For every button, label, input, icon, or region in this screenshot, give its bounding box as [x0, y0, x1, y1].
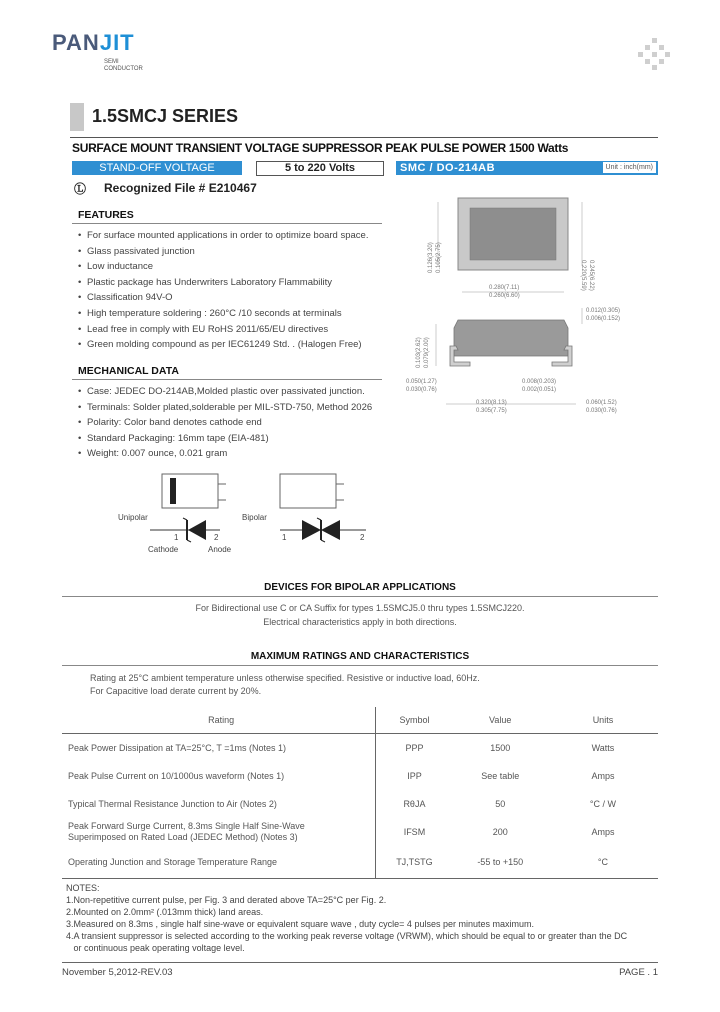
package-unit: Unit : inch(mm)	[603, 162, 656, 173]
cell-units: °C	[548, 846, 658, 879]
col-units: Units	[548, 707, 658, 734]
cell-symbol: IFSM	[376, 818, 453, 846]
dim-label: 0.220(5.59)	[580, 260, 586, 291]
cell-rating: Typical Thermal Resistance Junction to Air (Notes 2)	[68, 799, 277, 809]
header-divider	[70, 137, 658, 138]
ratings-divider	[62, 665, 658, 666]
table-row	[62, 790, 658, 818]
logo-subtitle	[104, 59, 143, 73]
footer-page-number: PAGE . 1	[619, 967, 658, 978]
company-logo	[52, 30, 135, 56]
feature-item: • Low inductance	[78, 259, 388, 275]
table-header-row	[62, 707, 658, 734]
dim-label: 0.030(0.76)	[586, 408, 617, 414]
dim-label: 0.320(8.13)	[476, 400, 507, 406]
unipolar-label: Unipolar	[118, 513, 148, 522]
feature-item: • For surface mounted applications in order to optimize board space.	[78, 228, 388, 244]
col-rating: Rating	[62, 707, 376, 734]
ratings-note2: For Capacitive load derate current by 20%.	[90, 686, 262, 696]
cell-rating-line2: Superimposed on Rated Load (JEDEC Method) (Notes 3)	[68, 832, 298, 842]
dim-label: 0.050(1.27)	[406, 379, 437, 385]
note-item: or continuous peak operating voltage level.	[66, 943, 245, 953]
bipolar-line1: For Bidirectional use C or CA Suffix for types 1.5SMCJ5.0 thru types 1.5SMCJ220.	[195, 603, 525, 613]
cell-units: °C / W	[589, 799, 616, 809]
table-row	[62, 818, 658, 846]
mechanical-item: • Terminals: Solder plated,solderable per MIL-STD-750, Method 2026	[78, 400, 398, 416]
feature-item-continued: • Classification 94V-O	[78, 290, 388, 306]
bipolar-heading: DEVICES FOR BIPOLAR APPLICATIONS	[264, 582, 456, 593]
ul-recognized-file: Recognized File # E210467	[104, 181, 257, 195]
dim-label: 0.012(0.305)	[586, 308, 621, 314]
cell-value: -55 to +150	[453, 846, 548, 879]
cell-value: 200	[492, 827, 508, 837]
dim-label: 0.245(6.22)	[588, 260, 594, 291]
feature-item: • Lead free in comply with EU RoHS 2011/65/EU directives	[78, 322, 388, 338]
logo-sub-line2: CONDUCTOR	[104, 66, 143, 72]
package-label: SMC / DO-214AB	[400, 162, 496, 174]
notes-section	[66, 882, 656, 954]
cell-value: 1500	[490, 743, 511, 753]
feature-item: • Green molding compound as per IEC61249 Std. . (Halogen Free)	[78, 337, 388, 353]
footer-revision: November 5,2012-REV.03	[62, 967, 173, 978]
dim-label: 0.103(2.62)	[416, 337, 422, 368]
bipolar-pin1: 1	[282, 533, 287, 542]
note-item: 4.A transient suppressor is selected according to the working peak reverse voltage (VRWM), which should be equal to or greater than the DC	[66, 931, 628, 941]
bipolar-divider	[62, 596, 658, 597]
col-value: Value	[453, 707, 548, 734]
dim-label: 0.079(2.00)	[424, 337, 430, 368]
cell-rating: Operating Junction and Storage Temperature Range	[62, 846, 376, 879]
features-heading: FEATURES	[78, 209, 134, 221]
cell-symbol: RθJA	[376, 790, 453, 818]
cathode-label: Cathode	[148, 545, 179, 554]
dim-label: 0.008(0.203)	[522, 379, 557, 385]
mechanical-item: • Weight: 0.007 ounce, 0.021 gram	[78, 446, 398, 462]
ratings-table	[62, 707, 658, 879]
mechanical-heading: MECHANICAL DATA	[78, 365, 179, 377]
package-header	[396, 161, 658, 175]
cell-symbol: IPP	[376, 762, 453, 790]
cell-rating-line1: Peak Forward Surge Current, 8.3ms Single Half Sine-Wave	[68, 821, 305, 831]
cell-value: 50	[495, 799, 506, 809]
cell-units: Watts	[591, 743, 615, 753]
feature-item: • High temperature soldering : 260°C /10 seconds at terminals	[78, 306, 388, 322]
cell-rating	[62, 818, 376, 846]
unipolar-pin1: 1	[174, 533, 179, 542]
standoff-voltage-label: STAND-OFF VOLTAGE	[72, 161, 242, 175]
notes-heading: NOTES:	[66, 883, 100, 893]
mechanical-list	[78, 384, 398, 462]
footer-divider	[62, 962, 658, 963]
dim-label: 0.105(2.75)	[436, 242, 442, 273]
bipolar-pin2: 2	[360, 533, 365, 542]
logo-text-main: PAN	[52, 30, 100, 55]
mechanical-item: • Standard Packaging: 16mm tape (EIA-481)	[78, 431, 398, 447]
decorative-dots-icon	[638, 38, 670, 70]
cell-symbol: PPP	[376, 734, 453, 763]
dim-label: 0.280(7.11)	[489, 285, 520, 291]
dim-label: 0.126(3.20)	[428, 242, 434, 273]
mechanical-item: • Case: JEDEC DO-214AB,Molded plastic over passivated junction.	[78, 384, 398, 400]
unipolar-diode-icon	[150, 518, 220, 542]
features-list	[78, 228, 388, 353]
dim-label: 0.305(7.75)	[476, 408, 507, 414]
cell-rating: Peak Pulse Current on 10/1000us waveform (Notes 1)	[68, 771, 285, 781]
table-row	[62, 762, 658, 790]
logo-text-accent: JIT	[99, 30, 135, 55]
dim-label: 0.030(0.76)	[406, 387, 437, 393]
standoff-voltage-value: 5 to 220 Volts	[256, 161, 384, 176]
feature-item: • Plastic package has Underwriters Laboratory Flammability	[78, 275, 388, 291]
feature-item: • Glass passivated junction	[78, 244, 388, 260]
col-symbol: Symbol	[376, 707, 453, 734]
note-item: 1.Non-repetitive current pulse, per Fig. 3 and derated above TA=25°C per Fig. 2.	[66, 895, 387, 905]
note-item: 2.Mounted on 2.0mm² (.013mm thick) land areas.	[66, 907, 264, 917]
dim-label: 0.260(6.60)	[489, 293, 520, 299]
table-row	[62, 734, 658, 763]
bipolar-label: Bipolar	[242, 513, 267, 522]
mechanical-item: • Polarity: Color band denotes cathode end	[78, 415, 398, 431]
dim-label: 0.002(0.051)	[522, 387, 557, 393]
unipolar-pin2: 2	[214, 533, 219, 542]
cell-units: Amps	[591, 771, 615, 781]
mechanical-divider	[72, 379, 382, 380]
series-title-marker	[70, 103, 84, 131]
logo-sub-line1: SEMI	[104, 59, 119, 65]
ul-icon: Ⓛ	[74, 182, 87, 196]
note-item: 3.Measured on 8.3ms , single half sine-wave or equivalent square wave , duty cycle= 4 pulses per minutes maximum.	[66, 919, 534, 929]
anode-label: Anode	[208, 545, 232, 554]
series-title: 1.5SMCJ SERIES	[92, 106, 239, 126]
cell-value: See table	[481, 771, 520, 781]
document-title: SURFACE MOUNT TRANSIENT VOLTAGE SUPPRESSOR PEAK PULSE POWER 1500 Watts	[72, 141, 569, 155]
table-row	[62, 846, 658, 879]
polarity-symbols	[110, 470, 370, 562]
dim-label: 0.006(0.152)	[586, 316, 621, 322]
features-divider	[72, 223, 382, 224]
dim-label: 0.060(1.52)	[586, 400, 617, 406]
bipolar-diode-icon	[280, 518, 366, 542]
cell-symbol: TJ,TSTG	[376, 846, 453, 879]
bipolar-line2: Electrical characteristics apply in both directions.	[263, 617, 457, 627]
cell-rating: Peak Power Dissipation at TA=25°C, T =1ms (Notes 1)	[68, 743, 287, 753]
package-outline-drawing	[396, 178, 658, 434]
ratings-note1: Rating at 25°C ambient temperature unless otherwise specified. Resistive or inductive load, 60Hz.	[90, 673, 480, 683]
ratings-heading: MAXIMUM RATINGS AND CHARACTERISTICS	[250, 651, 470, 662]
cell-units: Amps	[591, 827, 615, 837]
bipolar-package-icon	[280, 474, 336, 508]
